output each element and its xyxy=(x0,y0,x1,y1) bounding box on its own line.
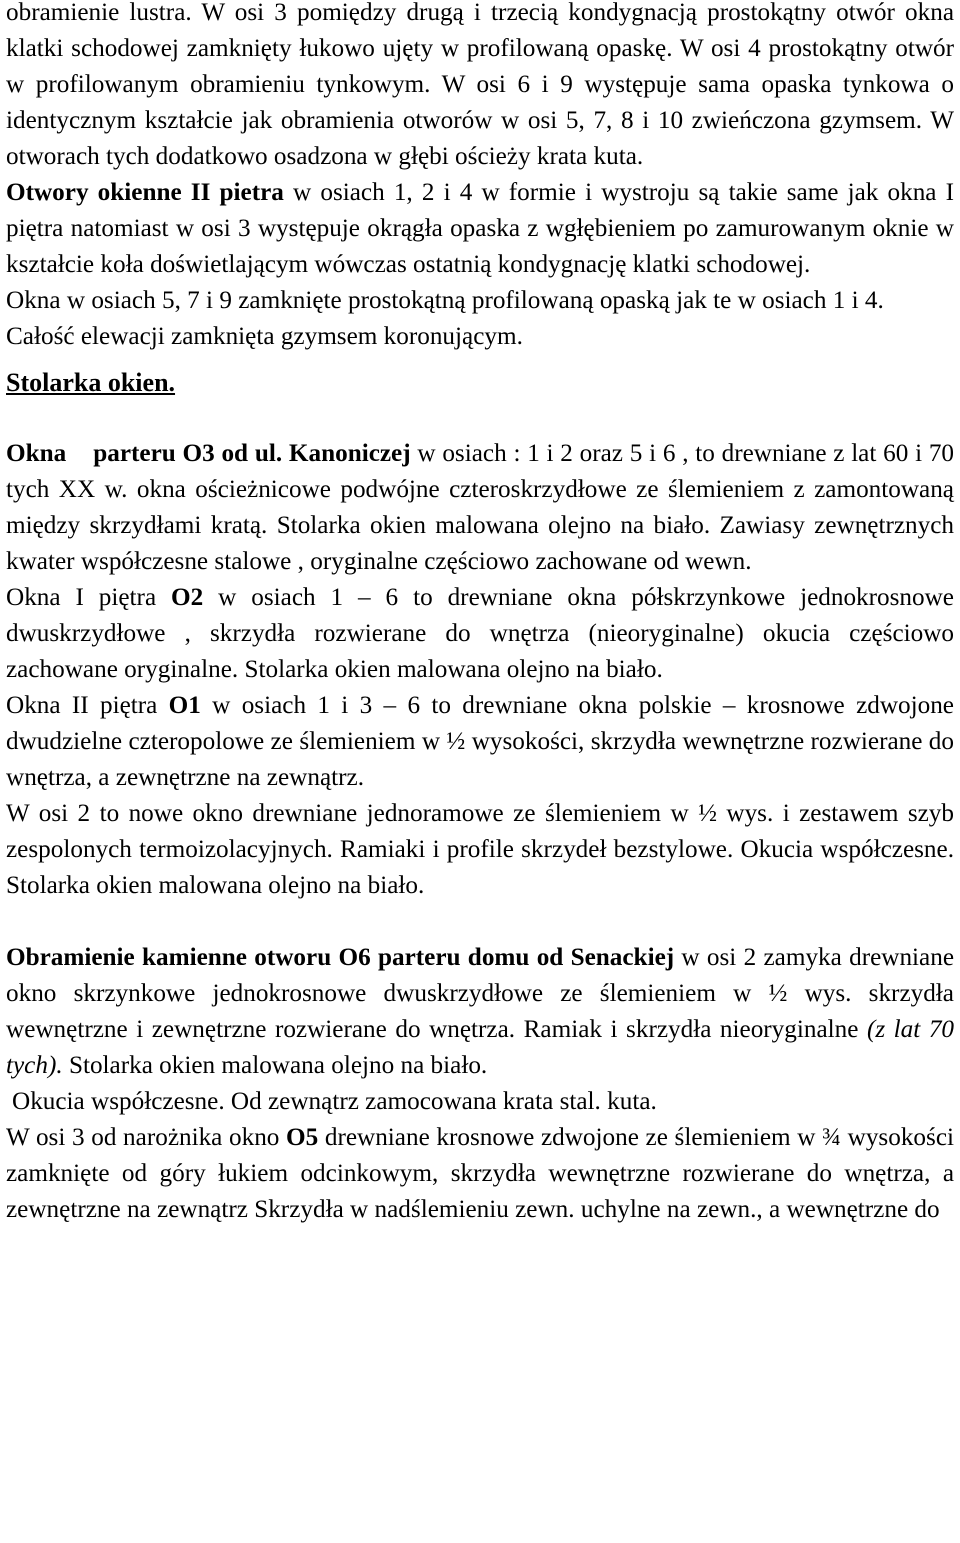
paragraph-ground-floor-o3 xyxy=(6,436,954,580)
paragraph-fittings xyxy=(6,1084,954,1120)
paragraph-lead-bold-c: Kanoniczej xyxy=(288,439,411,467)
paragraph-text-b: Stolarka okien malowana olejno na biało. xyxy=(62,1052,488,1080)
paragraph-text: w osiach 1 – 6 to drewniane okna półskrzynkowe jednokrosnowe dwuskrzydłowe , skrzydła rozwierane do wnętrza (nieoryginalne) okucia częściowo zachowane oryginalne. Stolarka okien malowana olejno na biało. xyxy=(6,583,954,683)
paragraph-first-floor-windows-continued xyxy=(6,0,954,175)
paragraph-lead-bold-a: Okna xyxy=(6,439,67,467)
paragraph-text: w osiach 1 i 3 – 6 to drewniane okna polskie – krosnowe zdwojone dwudzielne czteropolowe ze ślemieniem w ½ wysokości, skrzydła wewnętrzne rozwierane do wnętrza, a zewnętrzne na zewnątrz. xyxy=(6,691,954,791)
window-code-bold: O5 xyxy=(286,1124,319,1152)
paragraph-axis-3-o5 xyxy=(6,1120,954,1228)
paragraph-cornice xyxy=(6,319,954,355)
paragraph-second-floor-openings xyxy=(6,175,954,283)
paragraph-text: W osi 2 to nowe okno drewniane jednoramowe ze ślemieniem w ½ wys. i zestawem szyb zespolonych termoizolacyjnych. Ramiaki i profile skrzydeł bezstylowe. Okucia współczesne. Stolarka okien malowana olejno na biało. xyxy=(6,799,954,900)
window-code-bold: O2 xyxy=(171,583,204,611)
paragraph-text: w osiach 1, 2 i 4 w formie i wystroju są takie same jak okna I piętra natomiast w osi 3 występuje okrągła opaska z wgłębieniem po zamurowanym oknie w kształcie koła doświetlającym wówczas ostatnią kondygnację klatki schodowej. xyxy=(6,179,954,279)
paragraph-text-a: Okna II piętra xyxy=(6,691,169,719)
paragraph-text: Okna w osiach 5, 7 i 9 zamknięte prostokątną profilowaną opaską jak te w osiach 1 i 4. xyxy=(6,287,884,315)
paragraph-italic: (z lat 70 tych). xyxy=(6,1016,955,1080)
paragraph-text-a: W osi 3 od narożnika okno xyxy=(6,1124,287,1152)
paragraph-text-a: Okna I piętra xyxy=(6,583,172,611)
paragraph-text: drewniane krosnowe zdwojone ze ślemieniem w ¾ wysokości zamknięte od góry łukiem odcinkowym, skrzydła wewnętrzne rozwierane do wnętrza, a zewnętrzne na zewnątrz Skrzydła w nadślemieniu zewn. uchylne na zewn., a wewnętrzne do xyxy=(6,1124,954,1224)
paragraph-axes-5-7-9 xyxy=(6,283,954,319)
heading-text: Stolarka okien. xyxy=(6,368,176,398)
paragraph-axis-2-new-window xyxy=(6,796,954,904)
paragraph-first-floor-o2 xyxy=(6,580,954,688)
paragraph-text: w osiach : 1 i 2 oraz 5 i 6 , to drewniane z lat 60 i 70 tych XX w. okna ościeżnicowe podwójne czteroskrzydłowe ze ślemieniem z zamontowaną między skrzydłami kratą. Stolarka okien malowana olejno na biało. Zawiasy zewnętrznych kwater współczesne stalowe , oryginalne częściowo zachowane od wewn. xyxy=(6,439,955,575)
paragraph-stone-frame-o6 xyxy=(6,940,954,1084)
paragraph-text-a: w osi 2 zamyka drewniane okno skrzynkowe jednokrosnowe dwuskrzydłowe ze ślemieniem w ½ wys. skrzydła wewnętrzne i zewnętrzne rozwierane do wnętrza. Ramiak i skrzydła nieoryginalne xyxy=(6,944,954,1044)
paragraph-text: obramienie lustra. W osi 3 pomiędzy drugą i trzecią kondygnacją prostokątny otwór okna klatki schodowej zamknięty łukowo ujęty w profilowaną opaskę. W osi 4 prostokątny otwór w profilowanym obramieniu tynkowym. W osi 6 i 9 występuje sama opaska tynkowa o identycznym kształcie jak obramienia otworów w osi 5, 7, 8 i 10 zwieńczona gzymsem. W otworach tych dodatkowo osadzona w głębi ościeży krata kuta. xyxy=(6,0,954,171)
paragraph-lead-bold: Obramienie kamienne otworu O6 parteru domu od Senackiej xyxy=(6,944,675,972)
paragraph-lead-bold-b: parteru O3 od ul. xyxy=(93,439,283,467)
paragraph-lead-bold: Otwory okienne II pietra xyxy=(6,179,284,207)
paragraph-text: Okucia współczesne. Od zewnątrz zamocowana krata stal. kuta. xyxy=(12,1088,657,1116)
window-code-bold: O1 xyxy=(168,691,201,719)
section-heading-window-joinery xyxy=(6,365,954,401)
paragraph-second-floor-o1 xyxy=(6,688,954,796)
paragraph-text: Całość elewacji zamknięta gzymsem koronującym. xyxy=(6,323,523,351)
